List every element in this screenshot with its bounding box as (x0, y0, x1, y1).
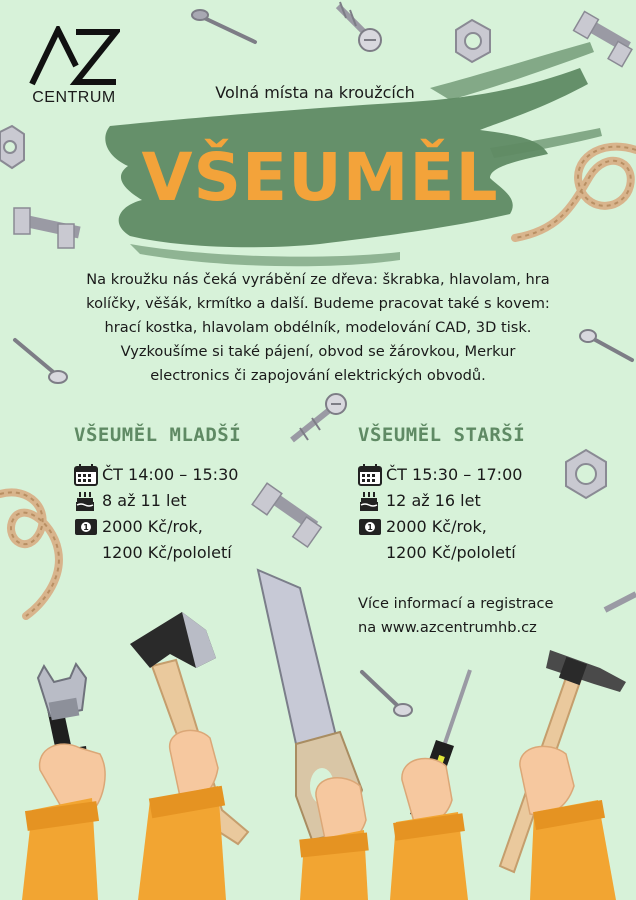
info-row-price (74, 514, 334, 540)
cake-icon (358, 488, 386, 514)
tools-illustration (0, 560, 636, 900)
nut-icon (0, 126, 24, 168)
cake-icon (74, 488, 102, 514)
main-title: VŠEUMĚL (141, 139, 499, 216)
age-text: 12 až 16 let (386, 491, 481, 510)
money-icon (74, 514, 102, 540)
description-line: hrací kostka, hlavolam obdélník, modelování CAD, 3D tisk. (104, 319, 532, 336)
svg-text:1: 1 (83, 523, 89, 532)
age-text: 8 až 11 let (102, 491, 187, 510)
info-row-time (74, 462, 334, 488)
hand-icon (22, 744, 105, 900)
hand-icon (520, 746, 616, 900)
svg-text:1: 1 (367, 523, 373, 532)
time-text: ČT 14:00 – 15:30 (102, 465, 239, 484)
info-row-age (74, 488, 334, 514)
page-subtitle: Volná místa na kroužcích (215, 83, 415, 102)
nail-icon (580, 330, 596, 342)
logo-text: CENTRUM (32, 89, 116, 106)
description (58, 268, 578, 388)
nail-icon (15, 340, 58, 376)
calendar-icon (358, 462, 386, 488)
info-row-age (358, 488, 618, 514)
description-line: kolíčky, věšák, krmítko a další. Budeme pracovat také s kovem: (86, 295, 550, 312)
group-title-older: VŠEUMĚL STARŠÍ (358, 424, 526, 446)
description-line: Na kroužku nás čeká vyrábění ze dřeva: škrabka, hlavolam, hra (86, 271, 550, 288)
hand-icon (138, 730, 226, 900)
info-row-price (358, 514, 618, 540)
group-title-younger: VŠEUMĚL MLADŠÍ (74, 424, 242, 446)
nail-icon (590, 337, 632, 360)
group-info-younger (74, 462, 334, 566)
price-text-semester: 1200 Kč/pololetí (102, 543, 232, 562)
info-row-time (358, 462, 618, 488)
price-text-semester: 1200 Kč/pololetí (386, 543, 516, 562)
description-line: Vyzkoušíme si také pájení, obvod se žárovkou, Merkur (120, 343, 516, 360)
calendar-icon (74, 462, 102, 488)
registration-line: Více informací a registrace (358, 595, 554, 612)
price-text: 2000 Kč/rok, (102, 517, 203, 536)
screw-icon (292, 394, 346, 440)
time-text: ČT 15:30 – 17:00 (386, 465, 523, 484)
group-info-older (358, 462, 618, 566)
price-text: 2000 Kč/rok, (386, 517, 487, 536)
money-icon (358, 514, 386, 540)
hand-icon (390, 758, 468, 900)
description-line: electronics či zapojování elektrických obvodů. (150, 367, 486, 384)
nail-icon (192, 10, 208, 20)
website-link[interactable]: na www.azcentrumhb.cz (358, 619, 537, 636)
